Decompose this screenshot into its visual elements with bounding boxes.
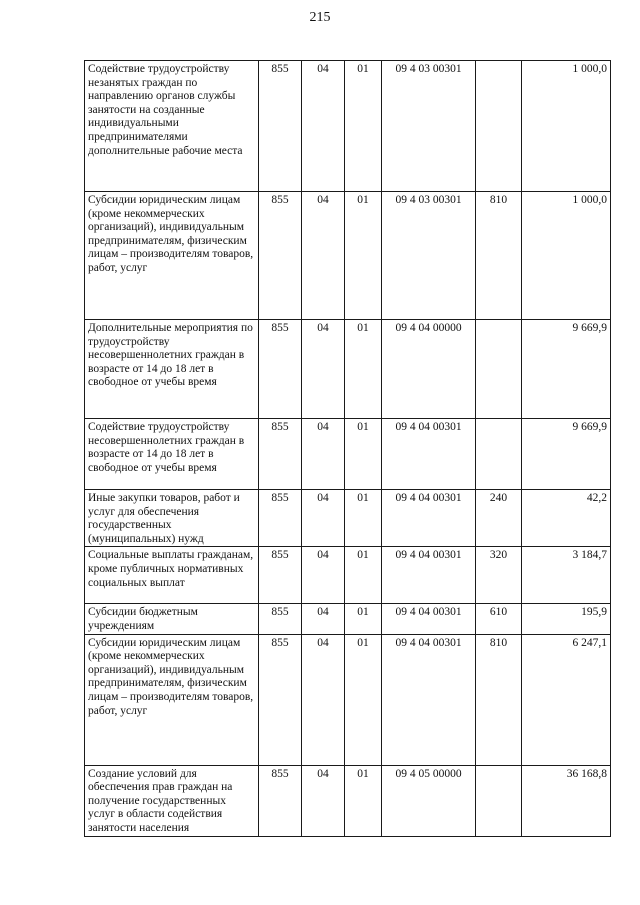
amount: 1 000,0: [522, 61, 611, 192]
ministry-code: 855: [259, 61, 302, 192]
table-row: [85, 547, 611, 604]
subsection-code: 01: [345, 61, 382, 192]
row-name: Содействие трудоустройству несовершеннолетних граждан в возрасте от 14 до 18 лет в свободное от учебы время: [85, 419, 259, 490]
ministry-code: 855: [259, 192, 302, 320]
target-article-code: 09 4 04 00301: [382, 419, 476, 490]
row-name: Иные закупки товаров, работ и услуг для обеспечения государственных (муниципальных) нужд: [85, 490, 259, 547]
subsection-code: 01: [345, 765, 382, 836]
subsection-code: 01: [345, 192, 382, 320]
section-code: 04: [302, 765, 345, 836]
row-name: Содействие трудоустройству незанятых граждан по направлению органов службы занятости на созданные индивидуальными предпринимателями дополнительные рабочие места: [85, 61, 259, 192]
table-row: [85, 604, 611, 634]
ministry-code: 855: [259, 604, 302, 634]
amount: 42,2: [522, 490, 611, 547]
expense-type-code: [476, 61, 522, 192]
target-article-code: 09 4 05 00000: [382, 765, 476, 836]
target-article-code: 09 4 04 00301: [382, 547, 476, 604]
row-name: Создание условий для обеспечения прав граждан на получение государственных услуг в области содействия занятости населения: [85, 765, 259, 836]
table-row: [85, 634, 611, 765]
target-article-code: 09 4 03 00301: [382, 61, 476, 192]
section-code: 04: [302, 490, 345, 547]
table-row: [85, 765, 611, 836]
amount: 1 000,0: [522, 192, 611, 320]
amount: 9 669,9: [522, 320, 611, 419]
subsection-code: 01: [345, 634, 382, 765]
section-code: 04: [302, 61, 345, 192]
section-code: 04: [302, 320, 345, 419]
expense-type-code: [476, 419, 522, 490]
target-article-code: 09 4 04 00301: [382, 604, 476, 634]
page-number: 215: [309, 10, 331, 25]
ministry-code: 855: [259, 634, 302, 765]
subsection-code: 01: [345, 547, 382, 604]
expense-type-code: 320: [476, 547, 522, 604]
table-row: [85, 320, 611, 419]
subsection-code: 01: [345, 604, 382, 634]
section-code: 04: [302, 419, 345, 490]
amount: 6 247,1: [522, 634, 611, 765]
row-name: Дополнительные мероприятия по трудоустройству несовершеннолетних граждан в возрасте от 14 до 18 лет в свободное от учебы время: [85, 320, 259, 419]
ministry-code: 855: [259, 419, 302, 490]
subsection-code: 01: [345, 419, 382, 490]
table-row: [85, 61, 611, 192]
expense-type-code: 240: [476, 490, 522, 547]
table-row: [85, 192, 611, 320]
row-name: Субсидии юридическим лицам (кроме некоммерческих организаций), индивидуальным предпринимателям, физическим лицам – производителям товаров, работ, услуг: [85, 192, 259, 320]
row-name: Субсидии бюджетным учреждениям: [85, 604, 259, 634]
amount: 3 184,7: [522, 547, 611, 604]
subsection-code: 01: [345, 320, 382, 419]
ministry-code: 855: [259, 547, 302, 604]
budget-table: [84, 60, 611, 837]
subsection-code: 01: [345, 490, 382, 547]
amount: 195,9: [522, 604, 611, 634]
amount: 36 168,8: [522, 765, 611, 836]
expense-type-code: [476, 320, 522, 419]
table-row: [85, 490, 611, 547]
expense-type-code: 810: [476, 634, 522, 765]
expense-type-code: 610: [476, 604, 522, 634]
ministry-code: 855: [259, 320, 302, 419]
target-article-code: 09 4 04 00301: [382, 490, 476, 547]
ministry-code: 855: [259, 490, 302, 547]
table-row: [85, 419, 611, 490]
expense-type-code: [476, 765, 522, 836]
expense-type-code: 810: [476, 192, 522, 320]
row-name: Социальные выплаты гражданам, кроме публичных нормативных социальных выплат: [85, 547, 259, 604]
target-article-code: 09 4 03 00301: [382, 192, 476, 320]
amount: 9 669,9: [522, 419, 611, 490]
row-name: Субсидии юридическим лицам (кроме некоммерческих организаций), индивидуальным предпринимателям, физическим лицам – производителям товаров, работ, услуг: [85, 634, 259, 765]
section-code: 04: [302, 192, 345, 320]
section-code: 04: [302, 634, 345, 765]
target-article-code: 09 4 04 00301: [382, 634, 476, 765]
section-code: 04: [302, 547, 345, 604]
ministry-code: 855: [259, 765, 302, 836]
target-article-code: 09 4 04 00000: [382, 320, 476, 419]
section-code: 04: [302, 604, 345, 634]
